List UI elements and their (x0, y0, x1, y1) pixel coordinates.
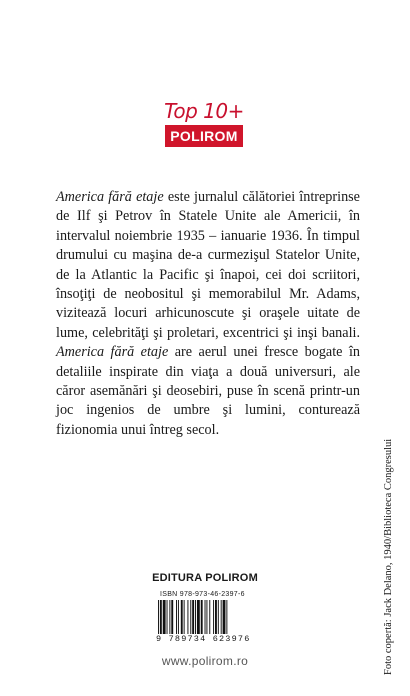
book-title-italic: America fără etaje (56, 189, 164, 205)
publisher-badge: POLIROM (165, 125, 243, 147)
isbn-label: ISBN 978-973-46-2397-6 (160, 591, 245, 598)
blurb-text-part1: este jurnalul călătoriei întreprinse de Ilf şi Petrov în Statele Unite ale Americii, în intervalul noiembrie 1935 – ianuarie 1936. În timpul drumului cu maşina de-a curmezişul Statelor Unite, de la Atlantic la Pacific şi înapoi, cei doi scriitori, însoţiţi de neobositul şi memorabilul Mr. Adams, vizitează locuri arhicunoscute şi oraşele uitate de lume, celebrităţi şi proletari, excentrici şi inşi banali. (56, 189, 360, 341)
publisher-website: www.polirom.ro (161, 654, 249, 668)
series-logo (160, 100, 248, 147)
barcode-digits: 9 789734 623976 (156, 634, 251, 644)
blurb-text-part2: are aerul unei fresce bogate în detaliile inspirate din viaţa a două universuri, ale căror asemănări şi deosebiri, puse în scenă printr-un joc ingenios de umbre şi lumini, conturează fizionomia unui întreg secol. (56, 344, 360, 438)
photo-credit-container (376, 370, 402, 675)
photo-credit: Foto copertă: Jack Delano, 1940/Biblioteca Congresului (383, 438, 394, 675)
barcode-block (156, 590, 256, 645)
book-title-italic-2: America fără etaje (56, 344, 169, 361)
barcode-icon (156, 600, 256, 634)
publisher-imprint: EDITURA POLIROM (152, 572, 258, 584)
series-title: Top 10+ (164, 99, 244, 123)
back-cover-blurb (56, 188, 360, 440)
